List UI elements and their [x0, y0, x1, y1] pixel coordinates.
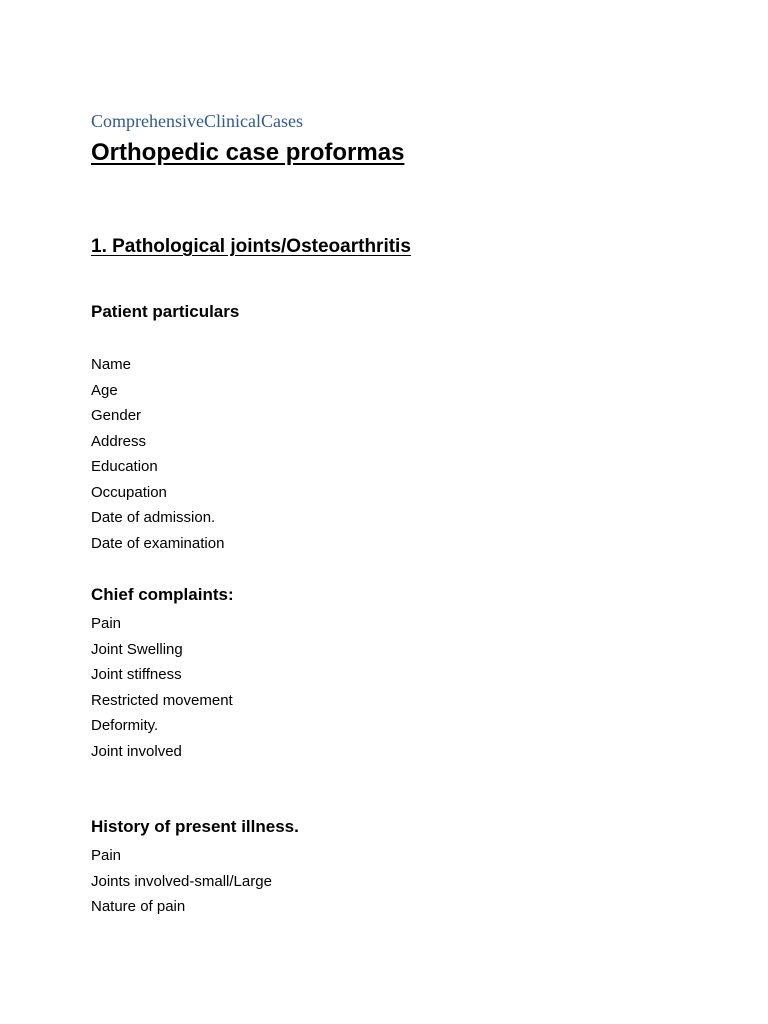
brand-header: ComprehensiveClinicalCases [91, 111, 303, 131]
list-item-joint-stiffness: Joint stiffness [91, 666, 182, 683]
history-heading: History of present illness. [91, 817, 299, 836]
list-item-joint-involved: Joint involved [91, 742, 182, 760]
list-item-history-pain: Pain [91, 847, 122, 864]
list-item-restricted-movement: Restricted movement [91, 691, 233, 709]
section-title: 1. Pathological joints/Osteoarthritis [91, 236, 411, 257]
list-item-address: Address [91, 432, 147, 450]
list-item-date-of-examination: Date of examination [91, 534, 225, 552]
list-item-date-of-admission: Date of admission. [91, 509, 216, 526]
list-item-age: Age [91, 381, 118, 399]
list-item-deformity: Deformity. [91, 717, 159, 734]
chief-complaints-heading: Chief complaints: [91, 585, 234, 604]
list-item-occupation: Occupation [91, 483, 167, 501]
list-item-nature-of-pain: Nature of pain [91, 898, 186, 915]
document-title: Orthopedic case proformas [91, 139, 405, 166]
list-item-name: Name [91, 356, 132, 373]
chief-complaints-list [91, 611, 233, 764]
list-item-gender: Gender [91, 407, 142, 424]
history-list [91, 843, 272, 920]
patient-particulars-list [91, 352, 224, 556]
list-item-pain: Pain [91, 615, 122, 632]
list-item-education: Education [91, 458, 158, 475]
list-item-joints-involved: Joints involved-small/Large [91, 872, 272, 890]
patient-particulars-heading: Patient particulars [91, 302, 240, 321]
list-item-joint-swelling: Joint Swelling [91, 640, 183, 658]
